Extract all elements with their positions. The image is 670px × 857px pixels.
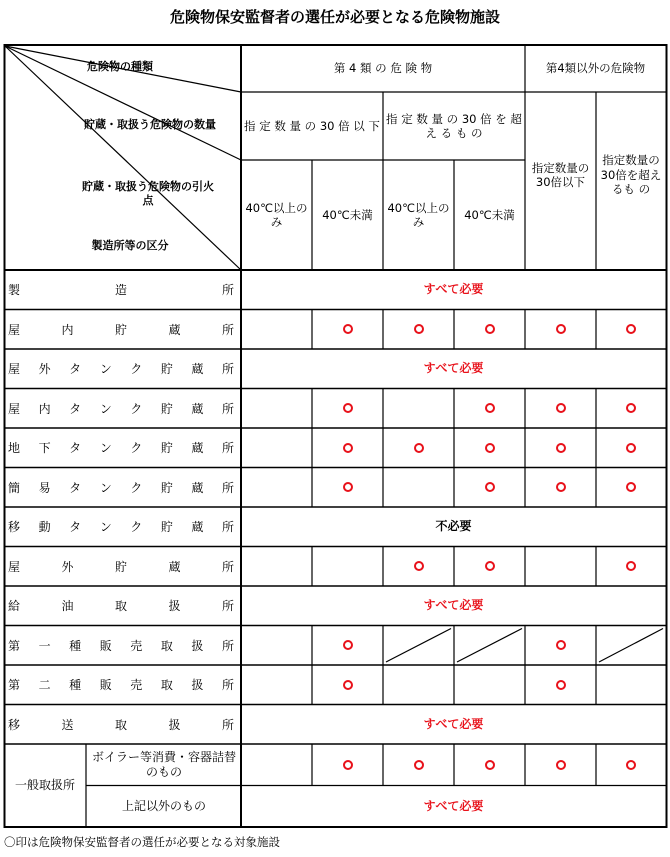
required-mark (626, 760, 636, 770)
required-mark (556, 403, 566, 413)
row-label-2: 屋 外 タ ン ク 貯 蔵 所 (8, 362, 234, 377)
header-class4: 第 4 類 の 危 険 物 (333, 61, 433, 76)
row-span-8: すべて必要 (423, 598, 484, 613)
footnote: 〇印は危険物保安監督者の選任が必要となる対象施設 (4, 835, 280, 849)
required-mark (556, 324, 566, 334)
required-mark (343, 403, 353, 413)
header-flash-label: 貯蔵・取扱う危険物の引火点 (82, 180, 214, 207)
required-mark (343, 482, 353, 492)
row-label-0: 製 造 所 (8, 283, 234, 298)
header-flash-lt40-a: 40℃未満 (322, 207, 373, 222)
row-span-2: すべて必要 (423, 361, 484, 376)
required-mark (626, 561, 636, 571)
header-other-class: 第4類以外の危険物 (545, 61, 646, 76)
row-label-10: 第 二 種 販 売 取 扱 所 (8, 678, 234, 693)
required-mark (556, 482, 566, 492)
required-mark (485, 324, 495, 334)
required-mark (626, 403, 636, 413)
required-mark (626, 324, 636, 334)
row-span-11: すべて必要 (423, 716, 484, 731)
row-label-general-other: 上記以外のもの (121, 798, 206, 813)
row-span-6: 不必要 (435, 519, 472, 534)
not-applicable-slash (457, 629, 522, 663)
row-label-general-boiler: ボイラー等消費・容器詰替のもの (91, 749, 236, 779)
page-title: 危険物保安監督者の選任が必要となる危険物施設 (169, 8, 500, 26)
required-mark (414, 561, 424, 571)
required-mark (626, 482, 636, 492)
required-mark (343, 443, 353, 453)
header-other-gt30: 指定数量の 30倍を超えるも の (600, 153, 662, 197)
required-mark (485, 482, 495, 492)
header-quantity-gt30: 指 定 数 量 の 30 倍 を 超 え る も の (386, 111, 522, 140)
not-applicable-slash (599, 629, 663, 663)
required-mark (556, 443, 566, 453)
header-quantity-label: 貯蔵・取扱う危険物の数量 (84, 118, 216, 132)
required-mark (414, 760, 424, 770)
header-other-le30: 指定数量の 30倍以下 (531, 160, 590, 189)
required-mark (343, 324, 353, 334)
required-mark (414, 443, 424, 453)
row-label-1: 屋 内 貯 蔵 所 (8, 322, 234, 337)
row-label-8: 給 油 取 扱 所 (8, 599, 234, 614)
not-applicable-slash (386, 629, 451, 663)
row-span-general-other: すべて必要 (423, 798, 484, 813)
header-flash-ge40-b: 40℃以上の み (387, 200, 450, 229)
required-mark (485, 561, 495, 571)
row-label-11: 移 送 取 扱 所 (8, 717, 234, 732)
header-quantity-le30: 指 定 数 量 の 30 倍 以 下 (244, 118, 380, 133)
row-label-7: 屋 外 貯 蔵 所 (8, 559, 234, 574)
row-span-0: すべて必要 (423, 282, 484, 297)
required-mark (343, 680, 353, 690)
required-mark (626, 443, 636, 453)
required-mark (556, 760, 566, 770)
required-mark (343, 760, 353, 770)
required-mark (556, 680, 566, 690)
row-label-5: 簡 易 タ ン ク 貯 蔵 所 (8, 480, 234, 495)
header-flash-ge40-a: 40℃以上の み (245, 200, 308, 229)
header-kind-label: 危険物の種類 (87, 60, 153, 74)
required-mark (414, 324, 424, 334)
row-label-6: 移 動 タ ン ク 貯 蔵 所 (8, 520, 234, 535)
required-mark (556, 640, 566, 650)
required-mark (485, 443, 495, 453)
required-mark (485, 760, 495, 770)
required-mark (485, 403, 495, 413)
header-flash-lt40-b: 40℃未満 (464, 207, 515, 222)
header-facility-label: 製造所等の区分 (91, 239, 169, 253)
row-label-9: 第 一 種 販 売 取 扱 所 (8, 638, 234, 653)
row-label-4: 地 下 タ ン ク 貯 蔵 所 (8, 441, 234, 456)
row-label-3: 屋 内 タ ン ク 貯 蔵 所 (8, 401, 234, 416)
row-label-general: 一般取扱所 (14, 778, 75, 792)
required-mark (343, 640, 353, 650)
